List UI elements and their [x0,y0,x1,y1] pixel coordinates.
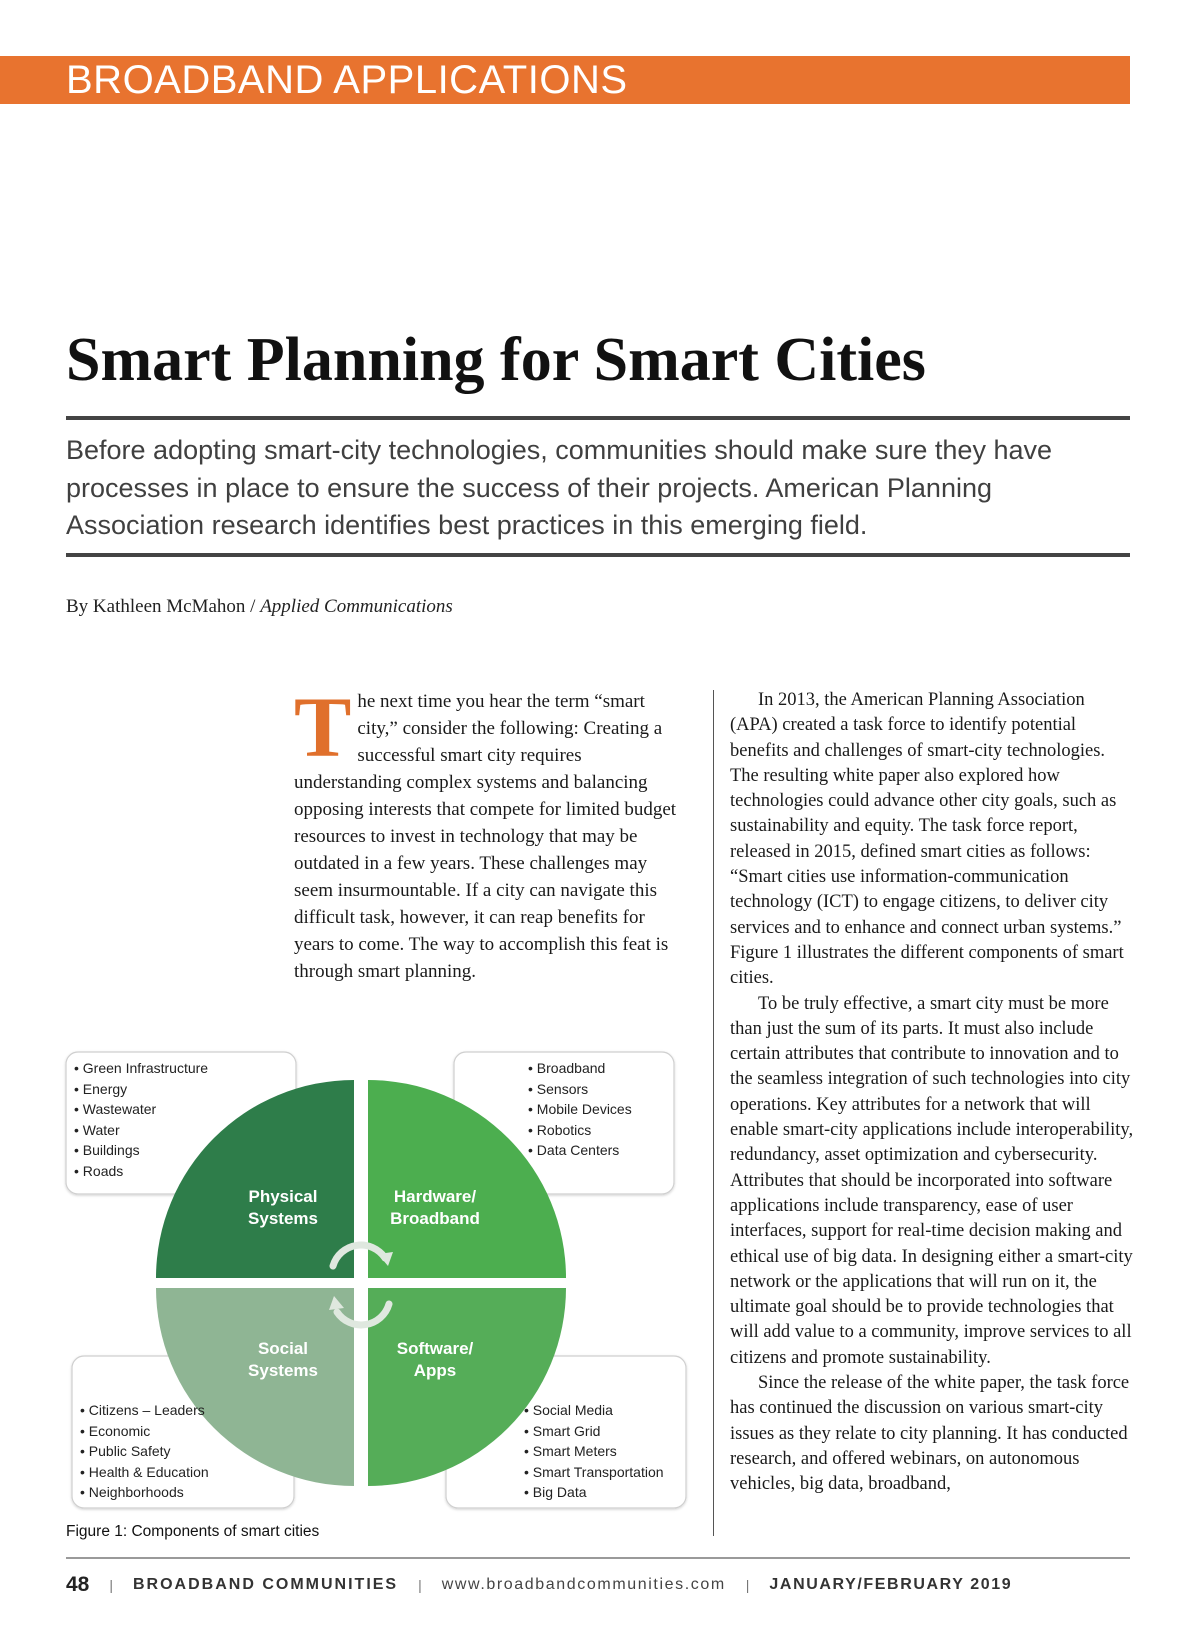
list-item: • Energy [74,1079,208,1100]
list-item: • Sensors [528,1079,632,1100]
list-item: • Health & Education [80,1462,209,1483]
social-label-line2: Systems [248,1361,318,1380]
physical-label-line1: Physical [248,1187,318,1206]
body-paragraph: In 2013, the American Planning Association (APA) created a task force to identify potential benefits and challenges of smart-city technologies. The resulting white paper also explored how technologies could advance other city goals, such as sustainability and equity. The task force report, released in 2015, defined smart cities as follows: “Smart cities use information-communication technology (ICT) to engage citizens, to deliver city services and to enhance and connect urban systems.” Figure 1 illustrates the different components of smart cities. [730,690,1124,989]
byline-author: By Kathleen McMahon / [66,596,256,617]
intro-column [294,679,686,985]
list-item: • Smart Transportation [524,1462,664,1483]
footer-separator: | [418,1577,422,1593]
intro-paragraph: he next time you hear the term “smart city,” consider the following: Creating a successful smart city requires understanding complex systems and balancing opposing interests that compete for limited budget resources to invest in technology that may be outdated in a few years. These challenges may seem insurmountable. If a city can navigate this difficult task, however, it can reap benefits for years to come. The way to accomplish this feat is through smart planning. [294,691,677,982]
social-items-list [80,1400,209,1503]
list-item: • Buildings [74,1140,208,1161]
list-item: • Mobile Devices [528,1099,632,1120]
byline-organization: Applied Communications [260,596,453,617]
list-item: • Wastewater [74,1099,208,1120]
section-header-bar [0,56,1130,104]
list-item: • Data Centers [528,1140,632,1161]
smart-city-components-figure [62,1040,702,1520]
article-title: Smart Planning for Smart Cities [66,326,926,394]
footer-separator: | [745,1577,750,1593]
list-item: • Broadband [528,1058,632,1079]
list-item: • Green Infrastructure [74,1058,208,1079]
body-column [730,688,1135,1498]
figure-caption: Figure 1: Components of smart cities [66,1523,320,1540]
social-label-line1: Social [257,1339,309,1358]
list-item: • Neighborhoods [80,1482,209,1503]
software-label-line1: Software/ [396,1339,474,1358]
drop-cap: T [294,679,352,775]
section-label: BROADBAND APPLICATIONS [66,58,628,102]
hardware-items-list [528,1058,632,1161]
article-deck: Before adopting smart-city technologies, communities should make sure they have processes in place to ensure the success of their projects. American Planning Association research identifies best practices in this emerging field. [66,435,1053,540]
body-paragraph: To be truly effective, a smart city must be more than just the sum of its parts. It must also include certain attributes that contribute to innovation and to the seamless integration of such technologies into city operations. Key attributes for a network that will enable smart-city applications include interoperability, redundancy, asset optimization and cybersecurity. Attributes that should be incorporated into software applications include transparency, ease of user interfaces, support for real-time decision making and ethical use of big data. In designing either a smart-city network or the applications that will run on it, the ultimate goal should be to provide technologies that will add value to a community, improve services to all citizens and promote sustainability. [730,993,1134,1368]
footer-rule [66,1557,1130,1559]
software-items-list [524,1400,664,1503]
physical-items-list [74,1058,208,1182]
byline [66,596,453,618]
column-divider [713,690,714,1536]
deck-rule [66,553,1130,557]
magazine-name: BROADBAND COMMUNITIES [133,1576,399,1593]
page-number: 48 [66,1573,90,1596]
title-rule [66,416,1130,420]
hardware-label-line2: Broadband [390,1209,480,1228]
list-item: • Robotics [528,1120,632,1141]
physical-label-line2: Systems [248,1209,318,1228]
page-footer [66,1572,1130,1598]
magazine-url: www.broadbandcommunities.com [441,1576,726,1593]
list-item: • Economic [80,1421,209,1442]
list-item: • Water [74,1120,208,1141]
list-item: • Citizens – Leaders [80,1400,209,1421]
list-item: • Smart Meters [524,1441,664,1462]
list-item: • Smart Grid [524,1421,664,1442]
footer-separator: | [109,1577,113,1593]
hardware-label-line1: Hardware/ [393,1187,477,1206]
body-paragraph: Since the release of the white paper, the task force has continued the discussion on various smart-city issues as they relate to city planning. It has conducted research, and offered webinars, on autonomous vehicles, big data, broadband, [730,1373,1130,1495]
list-item: • Big Data [524,1482,664,1503]
software-label-line2: Apps [413,1361,457,1380]
list-item: • Social Media [524,1400,664,1421]
list-item: • Public Safety [80,1441,209,1462]
list-item: • Roads [74,1161,208,1182]
issue-date: JANUARY/FEBRUARY 2019 [769,1576,1013,1593]
